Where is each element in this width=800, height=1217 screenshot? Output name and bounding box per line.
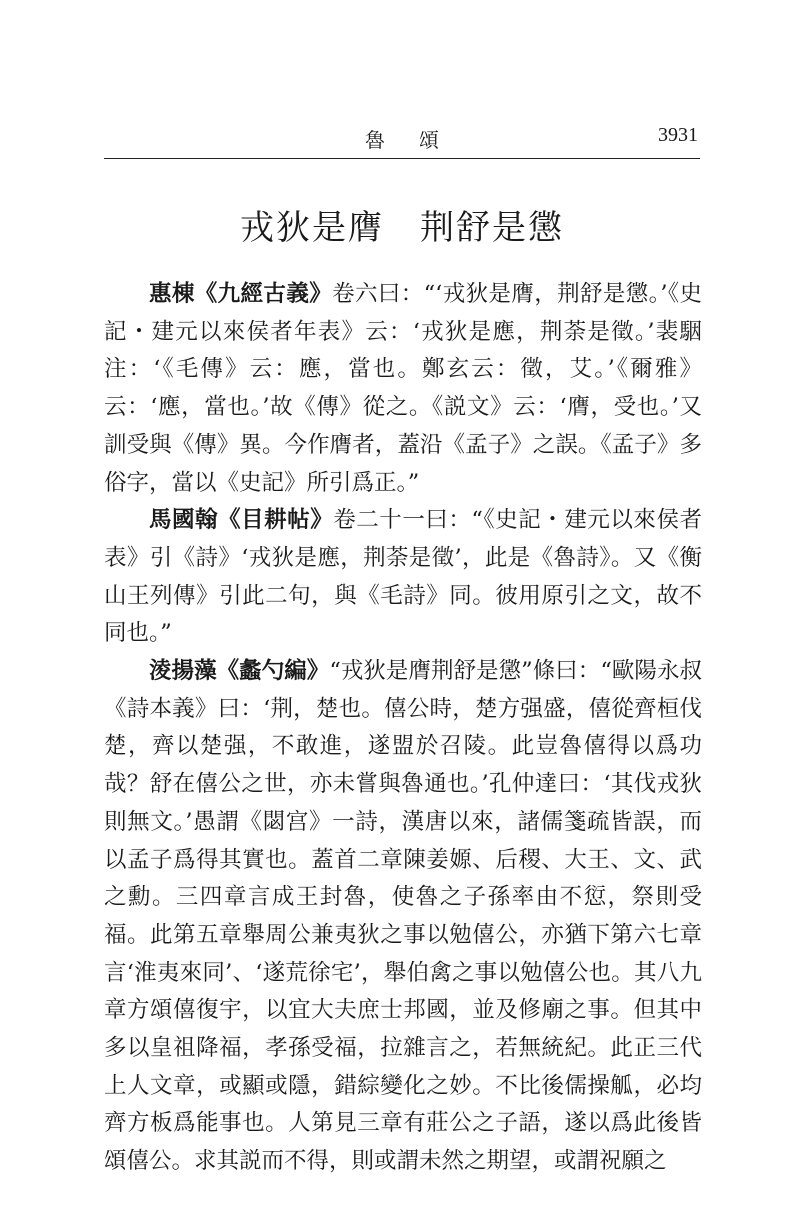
- paragraph: [104, 502, 702, 653]
- body-text: [104, 276, 702, 1181]
- paragraph-text: 卷六曰：“‘戎狄是膺，荆舒是懲。’《史記・建元以來侯者年表》云：‘戎狄是應，荆荼是徵。’裴駰注：‘《毛傳》云：應，當也。鄭玄云：徵，艾。’《爾雅》云：‘應，當也。’故《傳》從之。《説文》云：‘膺，受也。’又訓受與《傳》異。今作膺者，蓋沿《孟子》之誤。《孟子》多俗字，當以《史記》所引爲正。”: [104, 281, 702, 496]
- paragraph: [104, 276, 702, 502]
- paragraph-text: 卷二十一曰：“《史記・建元以來侯者表》引《詩》‘戎狄是應，荆荼是徵’，此是《魯詩》。又《衡山王列傳》引此二句，與《毛詩》同。彼用原引之文，故不同也。”: [104, 507, 702, 647]
- running-title: 魯頌: [365, 128, 473, 152]
- running-header: [104, 122, 700, 159]
- paragraph: [104, 653, 702, 1181]
- cited-author-work: 淩揚藻《蠡勺編》: [149, 658, 330, 685]
- cited-author-work: 馬國翰《目耕帖》: [149, 507, 334, 534]
- section-title: 戎狄是膺 荆舒是懲: [240, 208, 564, 248]
- cited-author-work: 惠棟《九經古義》: [149, 281, 333, 307]
- page-number: 3931: [658, 124, 698, 146]
- paragraph-text: “戎狄是膺荆舒是懲”條曰：“歐陽永叔《詩本義》曰：‘荆，楚也。僖公時，楚方强盛，僖從齊桓伐楚，齊以楚强，不敢進，遂盟於召陵。此豈魯僖得以爲功哉？舒在僖公之世，亦未嘗與魯通也。’孔仲達曰：‘其伐戎狄則無文。’愚謂《閟宫》一詩，漢唐以來，諸儒箋疏皆誤，而以孟子爲得其實也。蓋首二章陳姜嫄、后稷、大王、文、武之勳。三四章言成王封魯，使魯之子孫率由不愆，祭則受福。此第五章舉周公兼夷狄之事以勉僖公，亦猶下第六七章言‘淮夷來同’、‘遂荒徐宅’，舉伯禽之事以勉僖公也。其八九章方頌僖復宇，以宜大夫庶士邦國，並及修廟之事。但其中多以皇祖降福，孝孫受福，拉雜言之，若無統紀。此正三代上人文章，或顯或隱，錯綜變化之妙。不比後儒操觚，必均齊方板爲能事也。人第見三章有莊公之子語，遂以爲此後皆頌僖公。求其説而不得，則或謂未然之期望，或謂祝願之: [104, 658, 702, 1175]
